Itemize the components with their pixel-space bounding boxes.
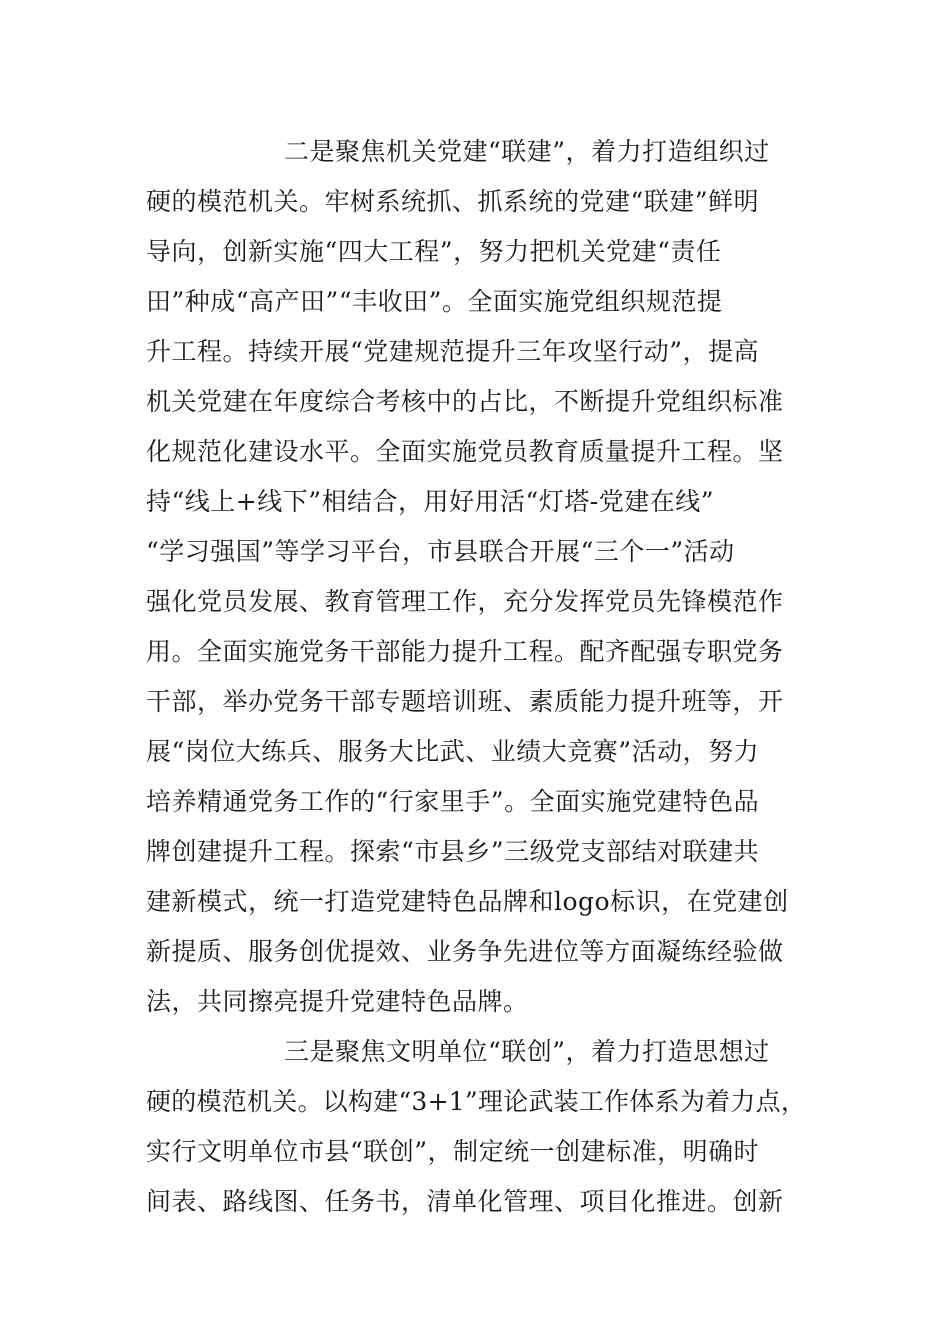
text-line: “学习强国”等学习平台，市县联合开展“三个一”活动 bbox=[146, 537, 735, 566]
text-line: 干部，举办党务干部专题培训班、素质能力提升班等，开 bbox=[146, 687, 784, 716]
text-line: 化规范化建设水平。全面实施党员教育质量提升工程。坚 bbox=[146, 437, 784, 466]
text-line: 三是聚焦文明单位“联创”，着力打造思想过 bbox=[284, 1037, 770, 1066]
text-line: 机关党建在年度综合考核中的占比，不断提升党组织标准 bbox=[146, 387, 784, 416]
text-line: 导向，创新实施“四大工程”，努力把机关党建“责任 bbox=[146, 237, 722, 266]
text-line: 二是聚焦机关党建“联建”，着力打造组织过 bbox=[284, 137, 770, 166]
text-line: 硬的模范机关。牢树系统抓、抓系统的党建“联建”鲜明 bbox=[146, 187, 760, 216]
text-line: 新提质、服务创优提效、业务争先进位等方面凝练经验做 bbox=[146, 937, 784, 966]
text-line: 牌创建提升工程。探索“市县乡”三级党支部结对联建共 bbox=[146, 837, 760, 866]
text-line: 实行文明单位市县“联创”，制定统一创建标准，明确时 bbox=[146, 1137, 760, 1166]
text-line: 强化党员发展、教育管理工作，充分发挥党员先锋模范作 bbox=[146, 587, 784, 616]
text-line: 持“线上+线下”相结合，用好用活“灯塔-党建在线” bbox=[146, 487, 715, 516]
text-line: 田”种成“高产田”“丰收田”。全面实施党组织规范提 bbox=[146, 287, 723, 316]
text-line: 展“岗位大练兵、服务大比武、业绩大竞赛”活动，努力 bbox=[146, 737, 760, 766]
text-line: 法，共同擦亮提升党建特色品牌。 bbox=[146, 987, 529, 1016]
text-line: 建新模式，统一打造党建特色品牌和logo标识，在党建创 bbox=[146, 887, 789, 916]
text-line: 硬的模范机关。以构建“3+1”理论武装工作体系为着力点， bbox=[146, 1087, 807, 1116]
text-line: 培养精通党务工作的“行家里手”。全面实施党建特色品 bbox=[146, 787, 760, 816]
text-line: 用。全面实施党务干部能力提升工程。配齐配强专职党务 bbox=[146, 637, 784, 666]
text-line: 升工程。持续开展“党建规范提升三年攻坚行动”，提高 bbox=[146, 337, 760, 366]
text-line: 间表、路线图、任务书，清单化管理、项目化推进。创新 bbox=[146, 1187, 784, 1216]
